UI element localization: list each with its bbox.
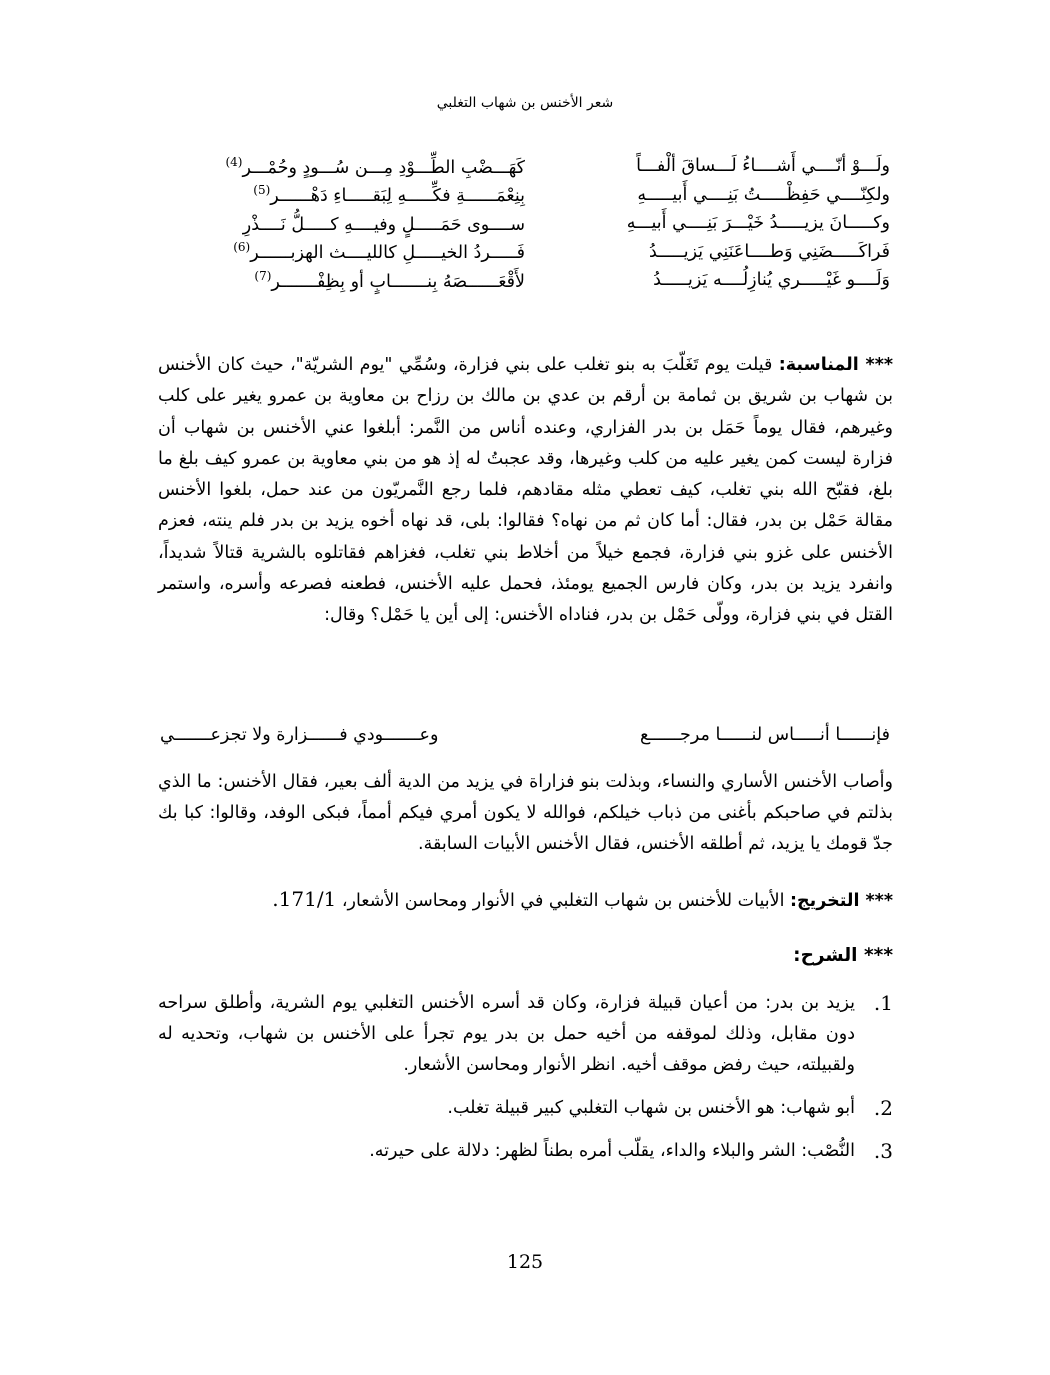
- footnote-ref: (5): [253, 183, 271, 198]
- note-number: 1.: [873, 991, 893, 1015]
- verse-ajuz: [160, 212, 525, 235]
- single-verse: [160, 725, 890, 745]
- takhrij-label: *** التخريج:: [790, 891, 893, 911]
- verse-sadr: وكـــــانَ يزيـــــدُ خَيْـــرَ بَنِــــي أَبيـــهِ: [626, 213, 890, 234]
- verse-line: [160, 181, 890, 210]
- note-item: [158, 1136, 893, 1167]
- verse-ajuz: [160, 183, 525, 206]
- note-text: النُّصْب: الشر والبلاء والداء، يقلّب أمره بطناً لظهر: دلالة على حيرته.: [369, 1141, 855, 1161]
- footnote-ref: (4): [225, 154, 243, 169]
- verse-ajuz: [160, 269, 525, 292]
- verse-line: [160, 266, 890, 295]
- takhrij-reference: 171/1.: [272, 887, 337, 911]
- sharh-heading: *** الشرح:: [793, 945, 893, 966]
- note-text: يزيد بن بدر: من أعيان قبيلة فزارة، وكان قد أسره الأخنس التغلبي يوم الشرية، وأطلق سراحه دون مقابل، وذلك لموقفه من أخيه حمل بن بدر يوم تجرأ على الأخنس بن شهاب، وتحديه له ولقبيلته، حيث رفض موقف أخيه. انظر الأنوار ومحاسن الأشعار.: [158, 993, 855, 1075]
- verse-ajuz: [160, 155, 525, 178]
- footnote-ref: (6): [233, 240, 251, 255]
- takhrij-paragraph: [158, 887, 893, 911]
- verse-ajuz-text: كَهَـــضْبِ الطِّـــوْدِ مِـــن سُـــودٍ وحُمْـــر: [242, 157, 525, 178]
- verse-sadr: وَلَــــو غَيْـــــري يُنازِلُــــه يَزيـــــدُ: [653, 270, 890, 291]
- verse-ajuz-text: بِنِعْمَــــــةِ فكِّـــــهِ لِبَقـــــاءِ دَهْــــــر: [270, 186, 525, 207]
- note-item: [158, 1093, 893, 1124]
- verse-block: [160, 152, 890, 295]
- verse-line: [160, 152, 890, 181]
- note-text: أبو شهاب: هو الأخنس بن شهاب التغلبي كبير قبيلة تغلب.: [447, 1098, 855, 1118]
- verse-sadr: ولكِنّــــي حَفِظْـــــتُ بَنِــــي أَبيـــــهِ: [637, 184, 890, 205]
- notes-list: [158, 988, 893, 1179]
- verse-ajuz: وعـــــــودي فــــــزارة ولا تجزعـــــــي: [160, 725, 439, 745]
- running-head: شعر الأخنس بن شهاب التغلبي: [436, 95, 614, 111]
- verse-ajuz-text: فَـــــردُ الخيـــــلِ كالليــــث الهزبــــــر: [250, 243, 525, 264]
- verse-sadr: فإنــــــا أنـــــاس لنــــــا مرجــــــع: [639, 725, 890, 745]
- footnote-ref: (7): [254, 268, 272, 283]
- verse-line: [160, 238, 890, 267]
- captives-paragraph: وأصاب الأخنس الأساري والنساء، وبذلت بنو فزاراة في يزيد من الدية ألف بعير، فقال الأخنس: ما الذي بذلتم في صاحبكم بأغنى من ذباب خيلكم، فوالله لا يكون أمري فيكم أمماً، فبكى الوفد، وقالوا: كبا بك جدّ قومك يا يزيد، ثم أطلقه الأخنس، فقال الأخنس الأبيات السابقة.: [158, 772, 893, 854]
- takhrij-text: الأبيات للأخنس بن شهاب التغلبي في الأنوار ومحاسن الأشعار،: [336, 891, 791, 911]
- note-number: 2.: [873, 1096, 893, 1120]
- verse-ajuz: [160, 240, 525, 263]
- verse-ajuz-text: لأَقْعَــــــصَهُ بِنـــــــابٍ أو بِظِفْـــــــر: [271, 271, 525, 292]
- note-number: 3.: [873, 1139, 893, 1163]
- verse-sadr: فَراكَـــــضَنِي وَطــــاعَنَنِي يَزيـــــدُ: [648, 241, 890, 262]
- verse-sadr: ولَـــوْ أنّــــي أَشــــاءُ لَـــساقَ ألْفـــاً: [636, 156, 890, 177]
- occasion-label: *** المناسبة:: [778, 355, 894, 375]
- occasion-paragraph: [158, 350, 893, 632]
- occasion-text: قيلت يوم تَغَلّبَ به بنو تغلب على بني فزارة، وسُمِّي "يوم الشريّة"، حيث كان الأخنس بن شهاب بن شريق بن ثمامة بن أرقم بن عدي بن مالك بن رزاح بن معاوية بن عمرو يغير على كلب وغيرهم، فقال يوماً حَمَل بن بدر الفزاري، وعنده أناس من النَّمر: أبلغوا عني الأخنس بن شهاب أن فزارة ليست كمن يغير عليه من كلب وغيرها، وقد عجبتُ له إذ هو من بني معاوية بن عمرو كيف بلغ ما بلغ، فقبّح الله بني تغلب، كيف تعطي مثله مقادهم، فلما رجع النَّمريّون من عند حمل، بلغوا الأخنس مقالة حَمْل بن بدر، فقال: أما كان ثم من نهاه؟ فقالوا: بلى، قد نهاه أخوه يزيد بن بدر فلم ينته، فعزم الأخنس على غزو بني فزارة، فجمع خيلاً من أخلاط بني تغلب، فغزاهم فقاتلوه بالشرية قتالاً شديداً، وانفرد يزيد بن بدر، وكان فارس الجميع يومئذ، فحمل عليه الأخنس، فطعنه فصرعه وأسره، واستمر القتل في بني فزارة، وولّى حَمْل بن بدر، فناداه الأخنس: إلى أين يا حَمْل؟ وقال:: [158, 355, 893, 626]
- note-item: [158, 988, 893, 1081]
- page-number: 125: [506, 1251, 544, 1273]
- verse-line: [160, 209, 890, 238]
- verse-ajuz-text: ســــوى حَمَـــــلٍ وفيــــهِ كـــــلُّ نَــــذْرِ: [242, 214, 525, 235]
